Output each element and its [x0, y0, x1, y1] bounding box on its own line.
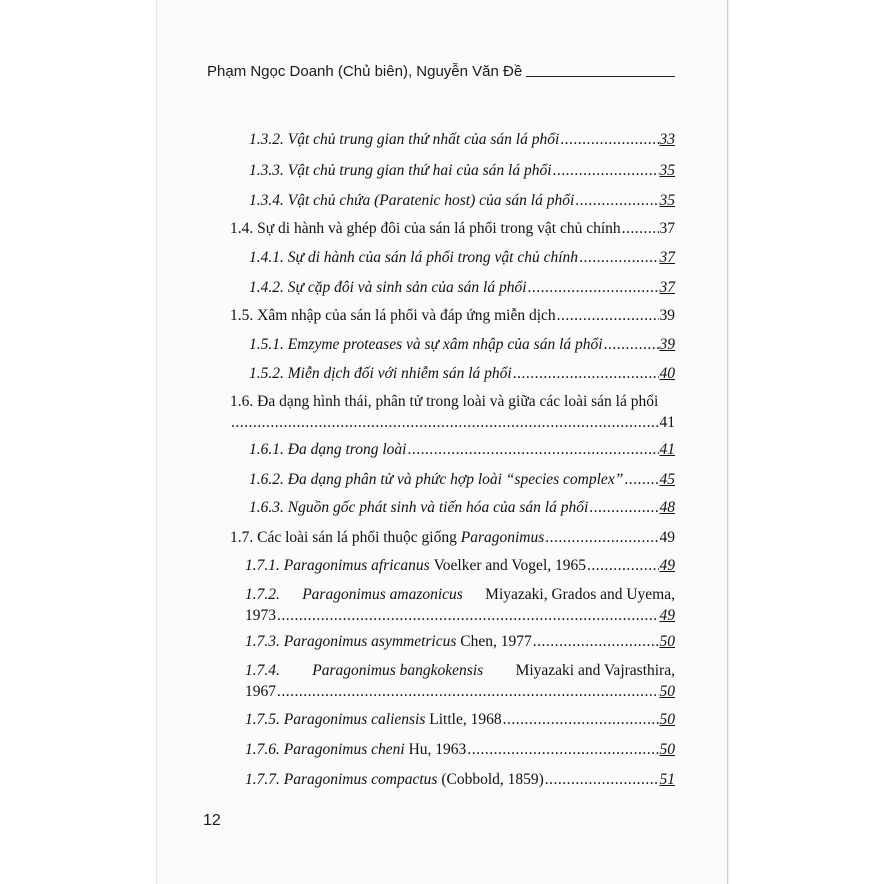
toc-entry-1-5: 1.5. Xâm nhập của sán lá phổi và đáp ứng miễn dịch ..... 39 — [230, 307, 675, 325]
toc-entry-1-6-2: 1.6.2. Đa dạng phân tử và phức hợp loài “species complex” ..... 45 — [249, 471, 675, 489]
toc-entry-1-4-1: 1.4.1. Sự di hành của sán lá phổi trong vật chủ chính ..... 37 — [249, 249, 675, 267]
running-header — [207, 63, 675, 80]
toc-entry-1-6-1: 1.6.1. Đa dạng trong loài ..... 41 — [249, 441, 675, 459]
toc-entry-1-4-2: 1.4.2. Sự cặp đôi và sinh sản của sán lá phổi ..... 37 — [249, 279, 675, 297]
toc-entry-1-5-2: 1.5.2. Miễn dịch đối với nhiễm sán lá phổi ..... 40 — [249, 365, 675, 383]
toc-entry-1-3-3: 1.3.3. Vật chủ trung gian thứ hai của sán lá phổi ..... 35 — [249, 162, 675, 180]
toc-entry-1-7-2: 1.7.2. Paragonimus amazonicus Miyazaki, Grados and Uyema, 1973 ..... 49 — [245, 586, 675, 625]
toc-entry-1-6-3: 1.6.3. Nguồn gốc phát sinh và tiến hóa của sán lá phổi ..... 48 — [249, 499, 675, 517]
toc-entry-1-3-2: 1.3.2. Vật chủ trung gian thứ nhất của sán lá phổi ..... 33 — [249, 131, 675, 149]
header-rule — [526, 76, 675, 77]
toc-entry-1-7-7: 1.7.7. Paragonimus compactus (Cobbold, 1859) ..... 51 — [245, 771, 675, 789]
page-number: 12 — [203, 812, 221, 829]
toc-entry-1-7: 1.7. Các loài sán lá phổi thuộc giống Paragonimus ..... 49 — [230, 529, 675, 547]
book-page — [156, 0, 728, 884]
toc-entry-1-7-1: 1.7.1. Paragonimus africanus Voelker and Vogel, 1965 ..... 49 — [245, 557, 675, 575]
toc-entry-1-4: 1.4. Sự di hành và ghép đôi của sán lá phổi trong vật chủ chính ..... 37 — [230, 220, 675, 238]
header-author: Phạm Ngọc Doanh (Chủ biên), Nguyễn Văn Đề — [207, 63, 523, 80]
toc-entry-1-7-6: 1.7.6. Paragonimus cheni Hu, 1963 ..... 50 — [245, 741, 675, 759]
toc-entry-1-3-4: 1.3.4. Vật chủ chứa (Paratenic host) của sán lá phổi ..... 35 — [249, 192, 675, 210]
toc-entry-1-7-3: 1.7.3. Paragonimus asymmetricus Chen, 1977 ..... 50 — [245, 633, 675, 651]
toc-entry-1-7-4: 1.7.4. Paragonimus bangkokensis Miyazaki and Vajrasthira, 1967 ..... 50 — [245, 662, 675, 701]
toc-entry-1-6: 1.6. Đa dạng hình thái, phân tử trong loài và giữa các loài sán lá phổi ..... 41 — [230, 393, 675, 432]
toc-entry-1-7-5: 1.7.5. Paragonimus caliensis Little, 1968 ..... 50 — [245, 711, 675, 729]
toc-entry-1-5-1: 1.5.1. Emzyme proteases và sự xâm nhập của sán lá phổi ..... 39 — [249, 336, 675, 354]
